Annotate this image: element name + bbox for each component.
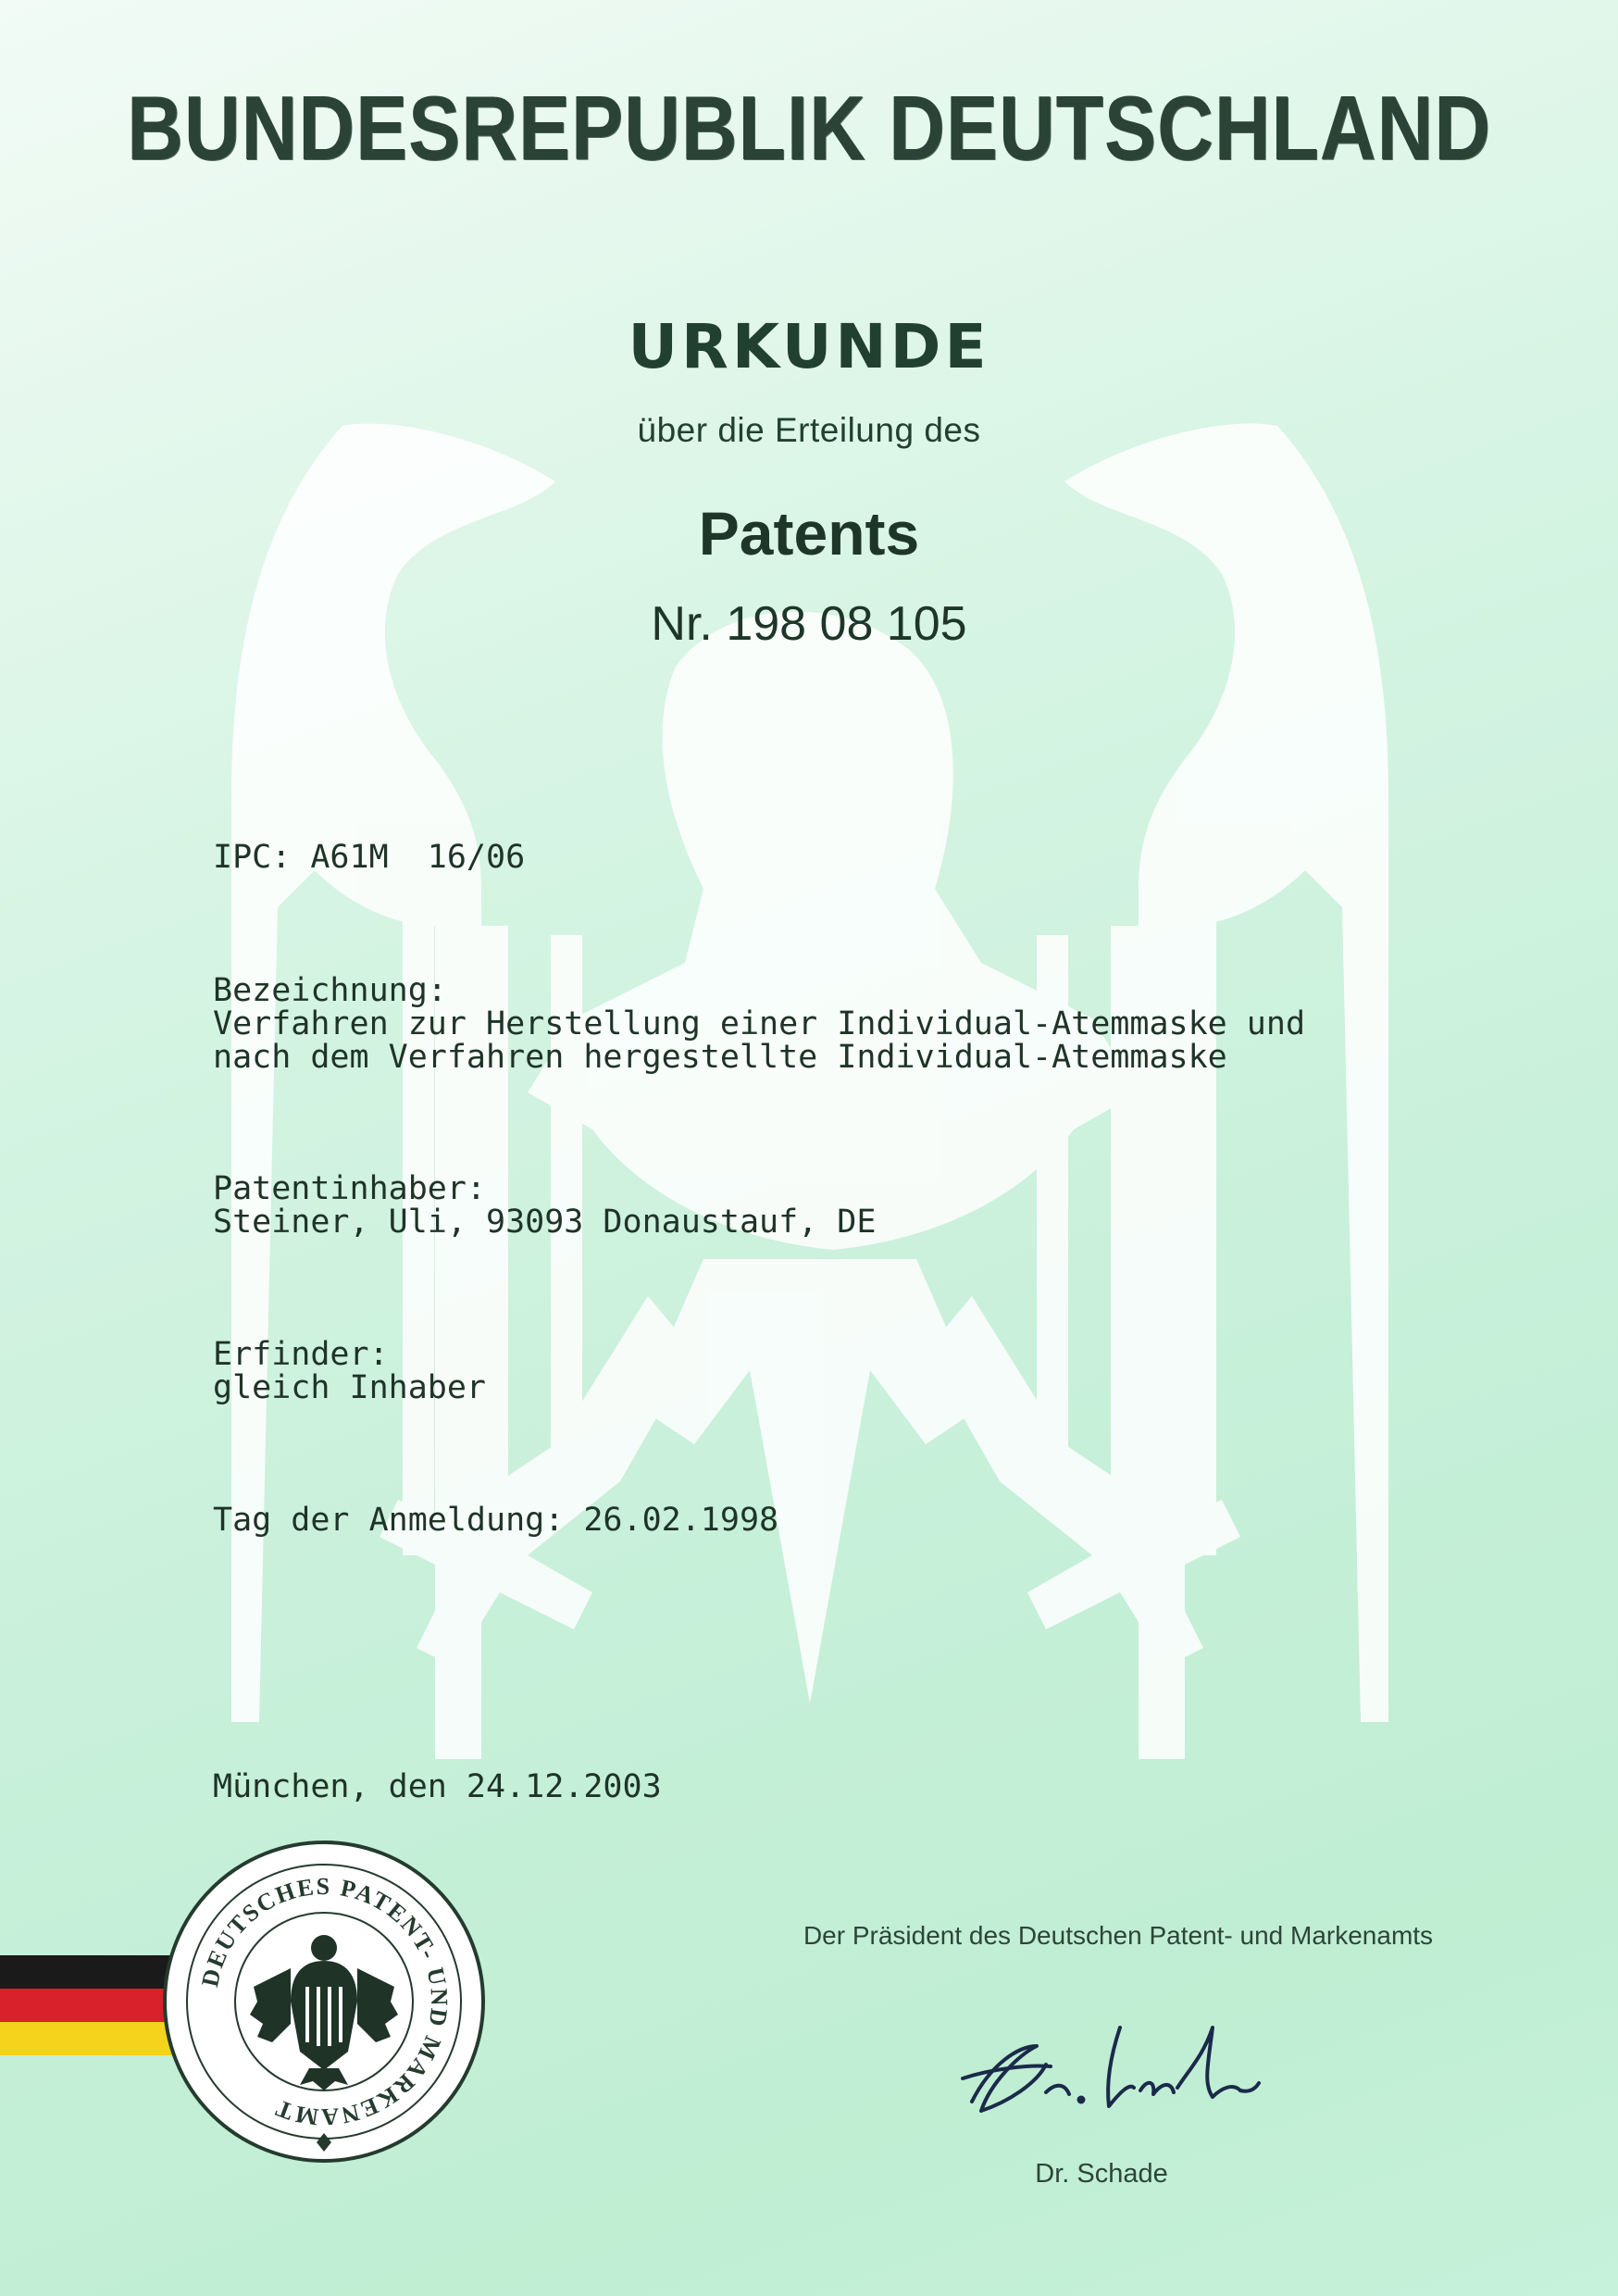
- patent-office-seal: [161, 1839, 487, 2165]
- designation-line-1: Verfahren zur Herstellung einer Individual-Atemmaske und: [213, 1005, 1306, 1042]
- filing-date: Tag der Anmeldung: 26.02.1998: [213, 1502, 779, 1539]
- designation-label: Bezeichnung:: [213, 972, 447, 1009]
- seal-text: DEUTSCHES PATENT- UND MARKENAMT: [195, 1872, 454, 2131]
- patent-kind-title: Patents: [698, 499, 920, 568]
- signature: [935, 1990, 1287, 2139]
- ipc-classification: IPC: A61M 16/06: [213, 839, 526, 876]
- president-title: Der Präsident des Deutschen Patent- und Markenamts: [803, 1921, 1434, 1950]
- document-type-title: URKUNDE: [628, 311, 990, 382]
- signer-name: Dr. Schade: [1035, 2159, 1168, 2189]
- designation-line-2: nach dem Verfahren hergestellte Individual-Atemmaske: [213, 1039, 1227, 1076]
- inventor-value: gleich Inhaber: [213, 1369, 487, 1406]
- inventor-label: Erfinder:: [213, 1336, 389, 1373]
- subtitle: über die Erteilung des: [637, 411, 981, 449]
- german-flag-stripes: [0, 1955, 185, 2055]
- holder-value: Steiner, Uli, 93093 Donaustauf, DE: [213, 1204, 877, 1241]
- place-and-date: München, den 24.12.2003: [213, 1768, 662, 1805]
- holder-label: Patentinhaber:: [213, 1170, 487, 1207]
- country-title: BUNDESREPUBLIK DEUTSCHLAND: [127, 77, 1491, 179]
- patent-number: Nr. 198 08 105: [651, 597, 967, 651]
